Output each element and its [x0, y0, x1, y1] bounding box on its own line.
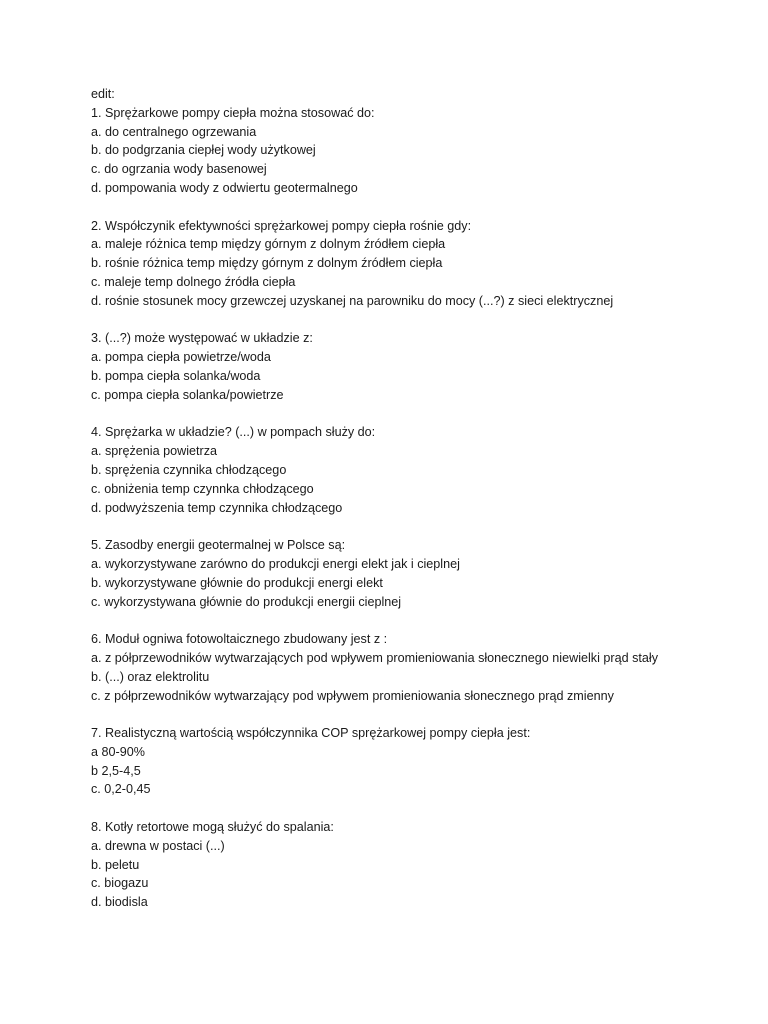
answer-option: a. drewna w postaci (...)	[91, 838, 225, 853]
answer-option: a. maleje różnica temp między górnym z dolnym źródłem ciepła	[91, 237, 446, 252]
document-header: edit:	[91, 87, 115, 101]
answer-option: c. pompa ciepła solanka/powietrze	[91, 387, 284, 402]
question-4	[91, 423, 691, 517]
question-3	[91, 329, 691, 404]
answer-option: b. peletu	[91, 857, 140, 872]
question-1	[91, 104, 691, 198]
answer-option: c. maleje temp dolnego źródła ciepła	[91, 274, 296, 289]
answer-option: a. sprężenia powietrza	[91, 444, 218, 459]
answer-option: b. do podgrzania ciepłej wody użytkowej	[91, 143, 316, 158]
answer-option: c. obniżenia temp czynnka chłodzącego	[91, 481, 314, 496]
question-text: 4. Sprężarka w układzie? (...) w pompach służy do:	[91, 425, 376, 440]
question-text: 3. (...?) może występować w układzie z:	[91, 331, 313, 346]
question-text: 7. Realistyczną wartością współczynnika COP sprężarkowej pompy ciepła jest:	[91, 726, 531, 741]
answer-option: c. wykorzystywana głównie do produkcji energii cieplnej	[91, 594, 402, 609]
answer-option: d. rośnie stosunek mocy grzewczej uzyskanej na parowniku do mocy (...?) z sieci elektrycznej	[91, 293, 614, 308]
question-text: 8. Kotły retortowe mogą służyć do spalania:	[91, 820, 334, 835]
answer-option: a 80-90%	[91, 744, 145, 759]
answer-option: a. wykorzystywane zarówno do produkcji energi elekt jak i cieplnej	[91, 556, 460, 571]
answer-option: a. do centralnego ogrzewania	[91, 124, 257, 139]
question-2	[91, 217, 691, 311]
question-text: 1. Sprężarkowe pompy ciepła można stosować do:	[91, 105, 375, 120]
answer-option: c. do ogrzania wody basenowej	[91, 162, 267, 177]
question-8	[91, 818, 691, 912]
answer-option: c. biogazu	[91, 876, 149, 891]
document-body	[91, 85, 691, 931]
question-7	[91, 724, 691, 799]
answer-option: d. podwyższenia temp czynnika chłodzącego	[91, 500, 343, 515]
question-text: 2. Współczynik efektywności sprężarkowej pompy ciepła rośnie gdy:	[91, 218, 472, 233]
answer-option: d. pompowania wody z odwiertu geotermalnego	[91, 180, 358, 195]
answer-option: b. sprężenia czynnika chłodzącego	[91, 462, 287, 477]
answer-option: a. z półprzewodników wytwarzających pod wpływem promieniowania słonecznego niewielki prąd stały	[91, 650, 658, 665]
answer-option: b. rośnie różnica temp między górnym z dolnym źródłem ciepła	[91, 256, 443, 271]
answer-option: b. pompa ciepła solanka/woda	[91, 368, 261, 383]
question-6	[91, 630, 691, 705]
answer-option: c. z półprzewodników wytwarzający pod wpływem promieniowania słonecznego prąd zmienny	[91, 688, 614, 703]
question-text: 5. Zasodby energii geotermalnej w Polsce są:	[91, 538, 346, 553]
answer-option: b. wykorzystywane głównie do produkcji energi elekt	[91, 575, 383, 590]
answer-option: d. biodisla	[91, 895, 148, 910]
answer-option: b. (...) oraz elektrolitu	[91, 669, 210, 684]
answer-option: b 2,5-4,5	[91, 763, 141, 778]
answer-option: c. 0,2-0,45	[91, 782, 151, 797]
question-5	[91, 536, 691, 611]
question-text: 6. Moduł ogniwa fotowoltaicznego zbudowany jest z :	[91, 632, 388, 647]
answer-option: a. pompa ciepła powietrze/woda	[91, 350, 271, 365]
